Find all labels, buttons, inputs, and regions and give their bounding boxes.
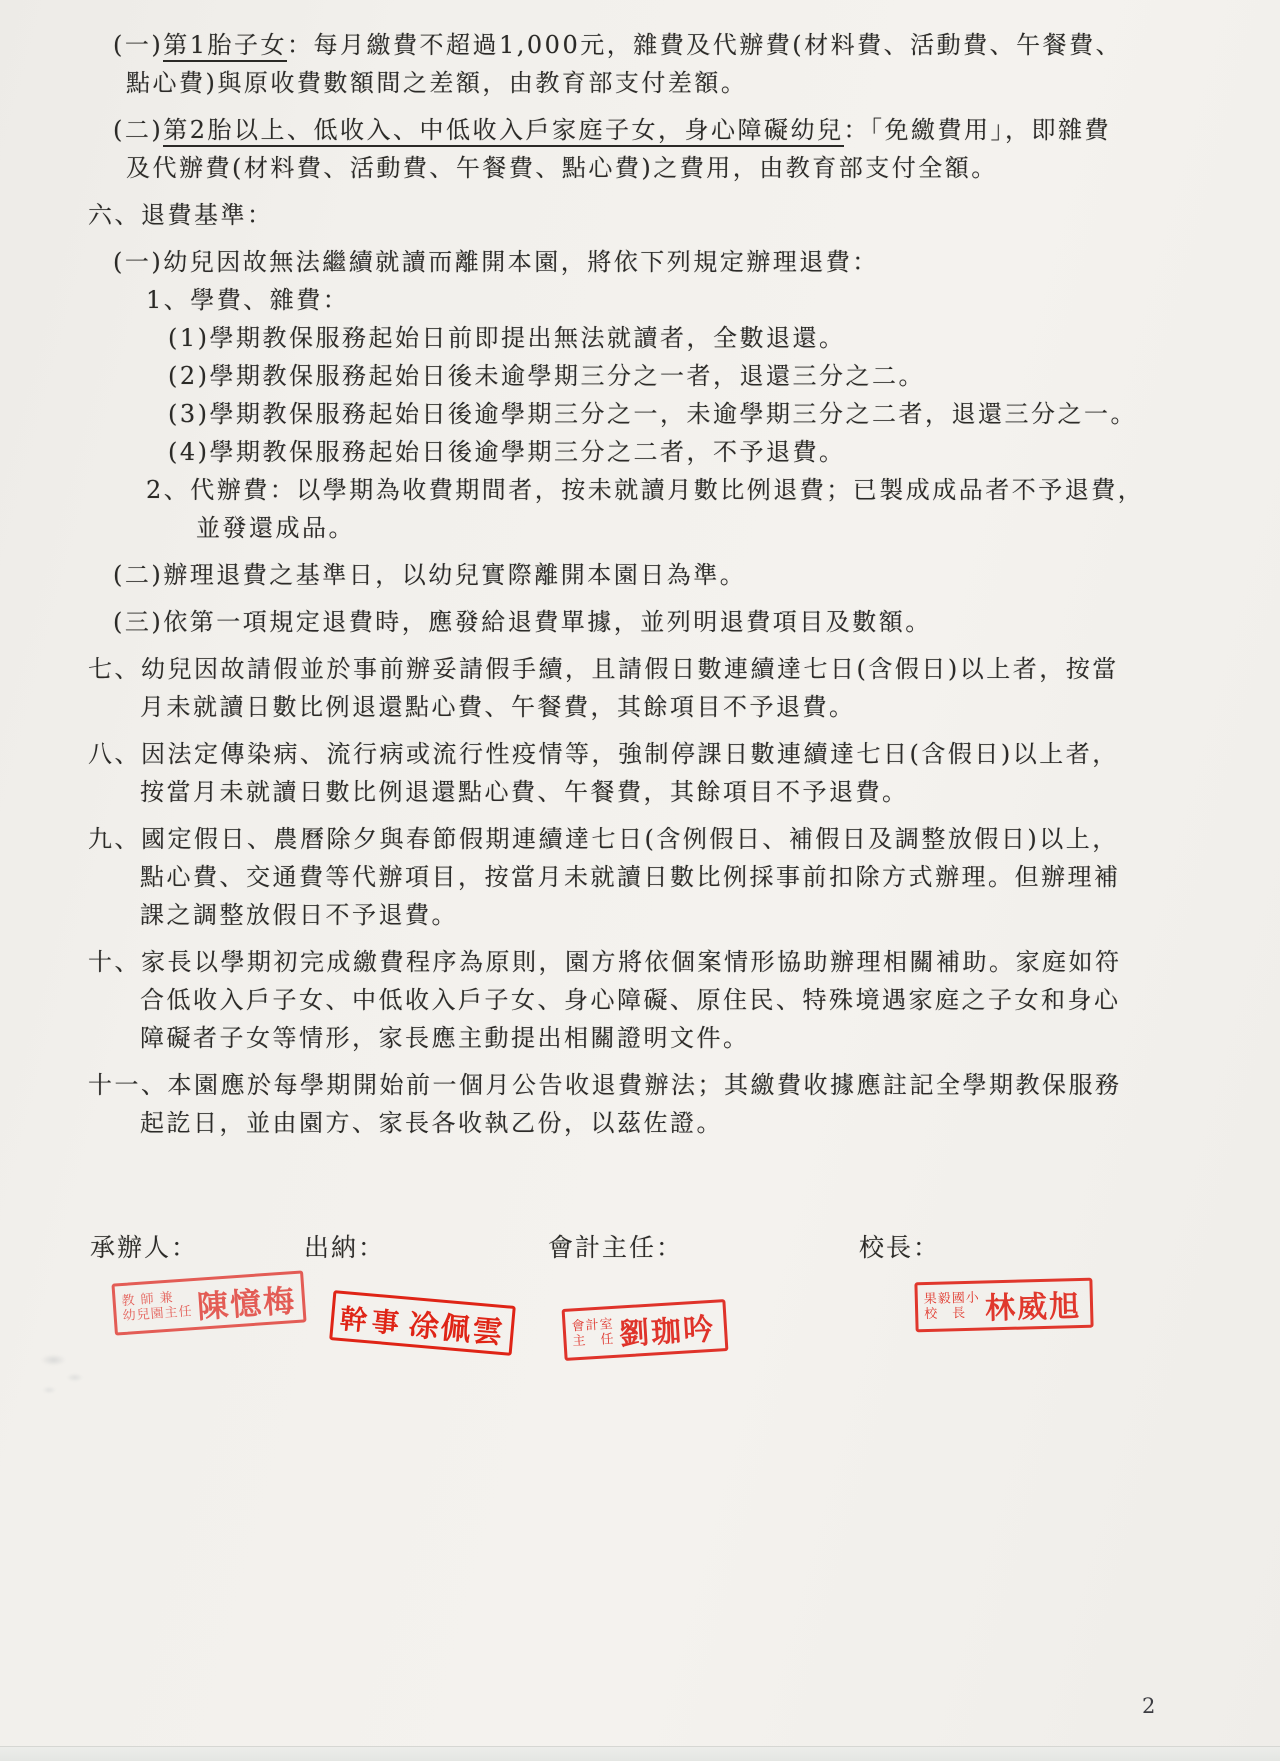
document-line [126,64,1280,102]
stamp-principal [914,1278,1093,1333]
paragraph [0,735,1280,811]
paragraph [0,243,1280,547]
document-line [113,111,1280,149]
stamp-title [924,1291,981,1322]
text-segment: 點心費、交通費等代辦項目，按當月未就讀日數比例採事前扣除方式辦理。但辦理補 [140,863,1121,891]
document-line [140,858,1280,896]
signature-label-principal: 校長： [859,1233,941,1262]
paragraph [0,26,1280,102]
stamp-title-line: 幼兒園主任 [122,1304,194,1325]
text-segment: ：每月繳費不超過1,000元，雜費及代辦費(材料費、活動費、午餐費、 [287,31,1123,59]
document-line [168,319,1280,357]
text-segment: (二)辦理退費之基準日，以幼兒實際離開本園日為準。 [113,561,747,589]
document-line [126,149,1280,187]
document-line [168,433,1280,471]
signature-label-chief-accountant: 會計主任： [548,1233,684,1262]
stamp-name: 劉珈吟 [618,1311,717,1353]
document-line [146,281,1280,319]
paragraph [0,650,1280,726]
stamp-title [121,1289,193,1324]
stamp-undertaker [111,1270,306,1335]
text-segment: 1、學費、雜費： [146,286,350,314]
stamp-name: 凃佩雲 [407,1307,506,1352]
document-line [168,395,1280,433]
page-number: 2 [1142,1694,1157,1718]
text-segment: 十、家長以學期初完成繳費程序為原則，園方將依個案情形協助辦理相關補助。家庭如符 [88,948,1122,976]
signature-label-undertaker: 承辦人： [90,1233,199,1262]
underlined-text: 第1胎子女 [163,31,287,62]
document-line [140,1019,1280,1057]
paragraph [0,603,1280,641]
paragraph [0,196,1280,234]
text-segment: 起訖日，並由園方、家長各收執乙份，以茲佐證。 [140,1109,723,1137]
document-line [140,896,1280,934]
text-segment: (1)學期教保服務起始日前即提出無法就讀者，全數退還。 [168,324,846,352]
stamp-title-line: 教師兼 [121,1290,180,1310]
text-segment: 月未就讀日數比例退還點心費、午餐費，其餘項目不予退費。 [140,693,856,721]
text-segment: (一) [113,31,164,59]
text-segment: ：「免繳費用」，即雜費 [843,116,1112,144]
document-line [113,243,1280,281]
paragraph [0,556,1280,594]
text-segment: (4)學期教保服務起始日後逾學期三分之二者，不予退費。 [168,438,846,466]
underlined-text: 第2胎以上、低收入、中低收入戶家庭子女，身心障礙幼兒 [163,116,843,147]
document-body [0,26,1280,1151]
document-line [88,650,1280,688]
text-segment: (一)幼兒因故無法繼續就讀而離開本園，將依下列規定辦理退費： [113,248,879,276]
text-segment: 按當月未就讀日數比例退還點心費、午餐費，其餘項目不予退費。 [140,778,909,806]
document-line [113,26,1280,64]
document-line [88,820,1280,858]
document-line [140,1104,1280,1142]
scanner-edge-strip [0,1746,1280,1761]
document-line [196,509,1280,547]
text-segment: (三)依第一項規定退費時，應發給退費單據，並列明退費項目及數額。 [113,608,932,636]
stamp-title-line: 會計室 [571,1316,615,1335]
document-line [113,556,1280,594]
text-segment: 2、代辦費：以學期為收費期間者，按未就讀月數比例退費；已製成成品者不予退費， [146,476,1145,504]
text-segment: 九、國定假日、農曆除夕與春節假期連續達七日(含例假日、補假日及調整放假日)以上， [88,825,1119,853]
document-line [146,471,1280,509]
text-segment: 八、因法定傳染病、流行病或流行性疫情等，強制停課日數連續達七日(含假日)以上者， [88,740,1119,768]
paragraph [0,1066,1280,1142]
document-line [140,981,1280,1019]
document-line [140,773,1280,811]
signature-label-cashier: 出納： [304,1233,386,1262]
document-line [88,943,1280,981]
stamp-title-line: 果毅國小 [923,1290,981,1308]
text-segment: 障礙者子女等情形，家長應主動提出相關證明文件。 [140,1024,750,1052]
text-segment: 合低收入戶子女、中低收入戶子女、身心障礙、原住民、特殊境遇家庭之子女和身心 [140,986,1121,1014]
scan-smudge [28,1350,113,1400]
stamp-title [571,1317,615,1350]
paragraph [0,820,1280,934]
text-segment: 七、幼兒因故請假並於事前辦妥請假手續，且請假日數連續達七日(含假日)以上者，按當 [88,655,1119,683]
document-line [88,735,1280,773]
paragraph [0,111,1280,187]
text-segment: 六、退費基準： [88,201,274,229]
document-line [113,603,1280,641]
text-segment: 十一、本園應於每學期開始前一個月公告收退費辦法；其繳費收據應註記全學期教保服務 [88,1071,1122,1099]
stamp-chief-accountant [562,1299,729,1361]
stamp-title-line: 校 長 [924,1305,967,1323]
text-segment: (二) [113,116,164,144]
text-segment: (2)學期教保服務起始日後未逾學期三分之一者，退還三分之二。 [168,362,925,390]
stamp-title-line: 主 任 [572,1331,615,1350]
paragraph [0,943,1280,1057]
text-segment: 課之調整放假日不予退費。 [140,901,458,929]
document-line [88,1066,1280,1104]
document-line [168,357,1280,395]
stamp-title: 幹事 [338,1303,406,1340]
text-segment: 並發還成品。 [196,514,355,542]
text-segment: 及代辦費(材料費、活動費、午餐費、點心費)之費用，由教育部支付全額。 [126,154,998,182]
stamp-name: 陳憶梅 [196,1282,298,1326]
text-segment: (3)學期教保服務起始日後逾學期三分之一，未逾學期三分之二者，退還三分之一。 [168,400,1137,428]
stamp-cashier [329,1290,516,1356]
text-segment: 點心費)與原收費數額間之差額，由教育部支付差額。 [126,69,748,97]
document-line [88,196,1280,234]
document-line [140,688,1280,726]
stamp-name: 林威旭 [984,1288,1082,1327]
